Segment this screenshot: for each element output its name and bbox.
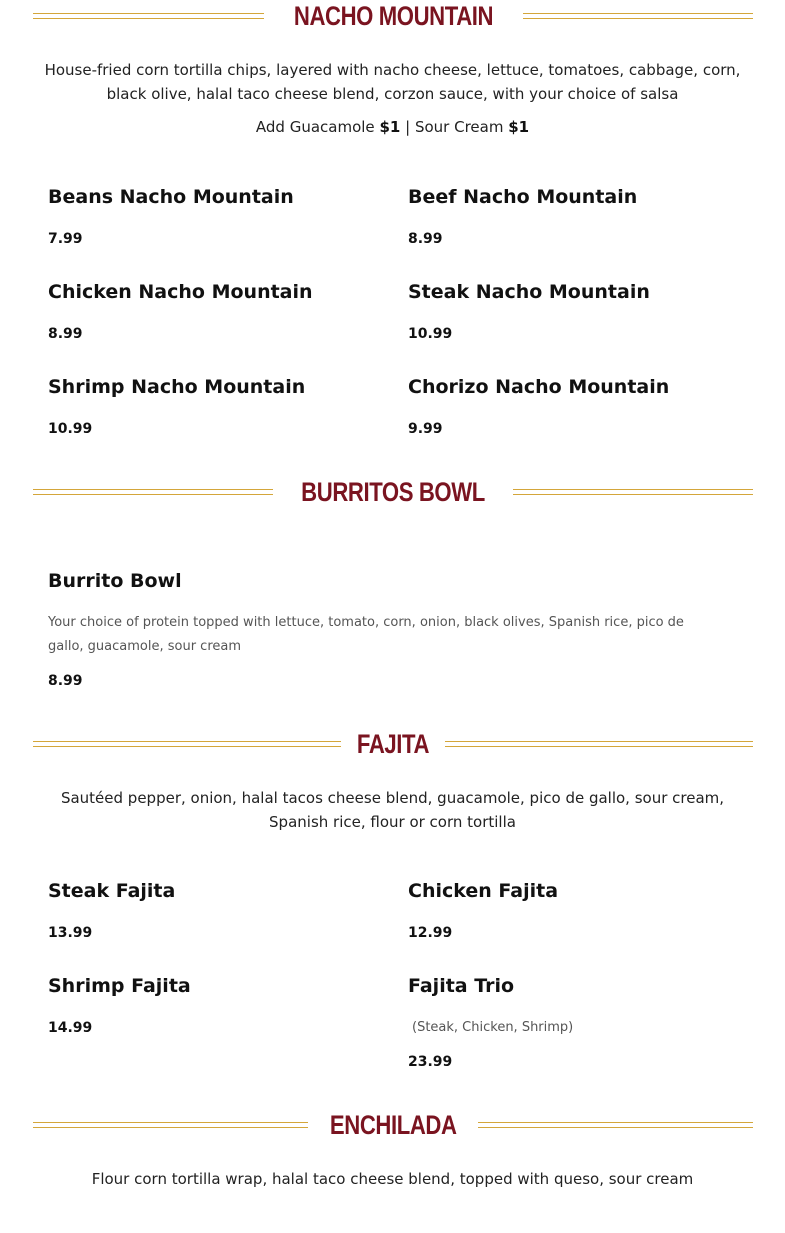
menu-item xyxy=(408,186,638,247)
item-price: 8.99 xyxy=(48,326,83,342)
enchilada-description: Flour corn tortilla wrap, halal taco cheese blend, topped with queso, sour cream xyxy=(91,1170,694,1188)
heading-rule-left xyxy=(33,741,341,747)
item-name: Fajita Trio xyxy=(408,975,515,997)
menu-item xyxy=(48,880,176,941)
menu-item xyxy=(408,281,650,342)
heading-rule-right xyxy=(513,489,753,495)
menu-item xyxy=(408,975,574,1070)
heading-rule-right xyxy=(478,1122,753,1128)
heading-rule-right xyxy=(523,13,754,19)
item-name: Chicken Nacho Mountain xyxy=(48,281,313,303)
item-name: Steak Nacho Mountain xyxy=(408,281,650,303)
item-name: Chorizo Nacho Mountain xyxy=(408,376,670,398)
menu-item xyxy=(48,975,191,1036)
heading-rule-left xyxy=(33,489,273,495)
item-price: 8.99 xyxy=(48,673,83,689)
menu-item xyxy=(408,880,559,941)
nacho-description: House-fried corn tortilla chips, layered with nacho cheese, lettuce, tomatoes, cabbage, corn, black olive, halal taco cheese blend, corzon sauce, with your choice of salsa xyxy=(44,61,741,103)
fajita-description: Sautéed pepper, onion, halal tacos cheese blend, guacamole, pico de gallo, sour cream, Spanish rice, flour or corn tortilla xyxy=(60,789,725,831)
section-title-enchilada: ENCHILADA xyxy=(329,1109,457,1140)
item-name: Burrito Bowl xyxy=(48,570,182,592)
item-price: 10.99 xyxy=(48,421,93,437)
section-title-bowl: BURRITOS BOWL xyxy=(301,476,485,507)
fajita-heading xyxy=(33,728,753,760)
addon-sour-cream-label: Sour Cream xyxy=(414,118,504,136)
menu-item xyxy=(48,281,313,342)
item-name: Beans Nacho Mountain xyxy=(48,186,294,208)
item-price: 7.99 xyxy=(48,231,83,247)
nacho-addons xyxy=(30,118,755,136)
item-price: 12.99 xyxy=(408,925,453,941)
menu-item xyxy=(48,376,306,437)
item-price: 9.99 xyxy=(408,421,443,437)
item-name: Beef Nacho Mountain xyxy=(408,186,638,208)
item-name: Steak Fajita xyxy=(48,880,176,902)
menu-item xyxy=(48,186,294,247)
item-price: 14.99 xyxy=(48,1020,93,1036)
item-name: Chicken Fajita xyxy=(408,880,559,902)
nacho-heading xyxy=(33,0,753,32)
section-title-fajita: FAJITA xyxy=(356,728,430,759)
menu-item xyxy=(48,570,684,689)
heading-rule-left xyxy=(33,1122,308,1128)
heading-rule-right xyxy=(445,741,753,747)
addon-guacamole-price: $1 xyxy=(379,118,401,136)
item-price: 8.99 xyxy=(408,231,443,247)
bowl-heading xyxy=(33,476,753,508)
item-note: (Steak, Chicken, Shrimp) xyxy=(412,1020,574,1035)
item-price: 10.99 xyxy=(408,326,453,342)
enchilada-heading xyxy=(33,1109,753,1141)
section-title-nacho: NACHO MOUNTAIN xyxy=(293,0,493,31)
menu-item xyxy=(408,376,670,437)
addon-separator: | xyxy=(405,118,411,136)
item-name: Shrimp Fajita xyxy=(48,975,191,997)
item-name: Shrimp Nacho Mountain xyxy=(48,376,306,398)
item-price: 23.99 xyxy=(408,1054,453,1070)
addon-sour-cream-price: $1 xyxy=(508,118,530,136)
item-price: 13.99 xyxy=(48,925,93,941)
item-description: Your choice of protein topped with lettuce, tomato, corn, onion, black olives, Spanish rice, pico de gallo, guacamole, sour cream xyxy=(48,615,684,654)
addon-guacamole-label: Add Guacamole xyxy=(255,118,375,136)
heading-rule-left xyxy=(33,13,264,19)
